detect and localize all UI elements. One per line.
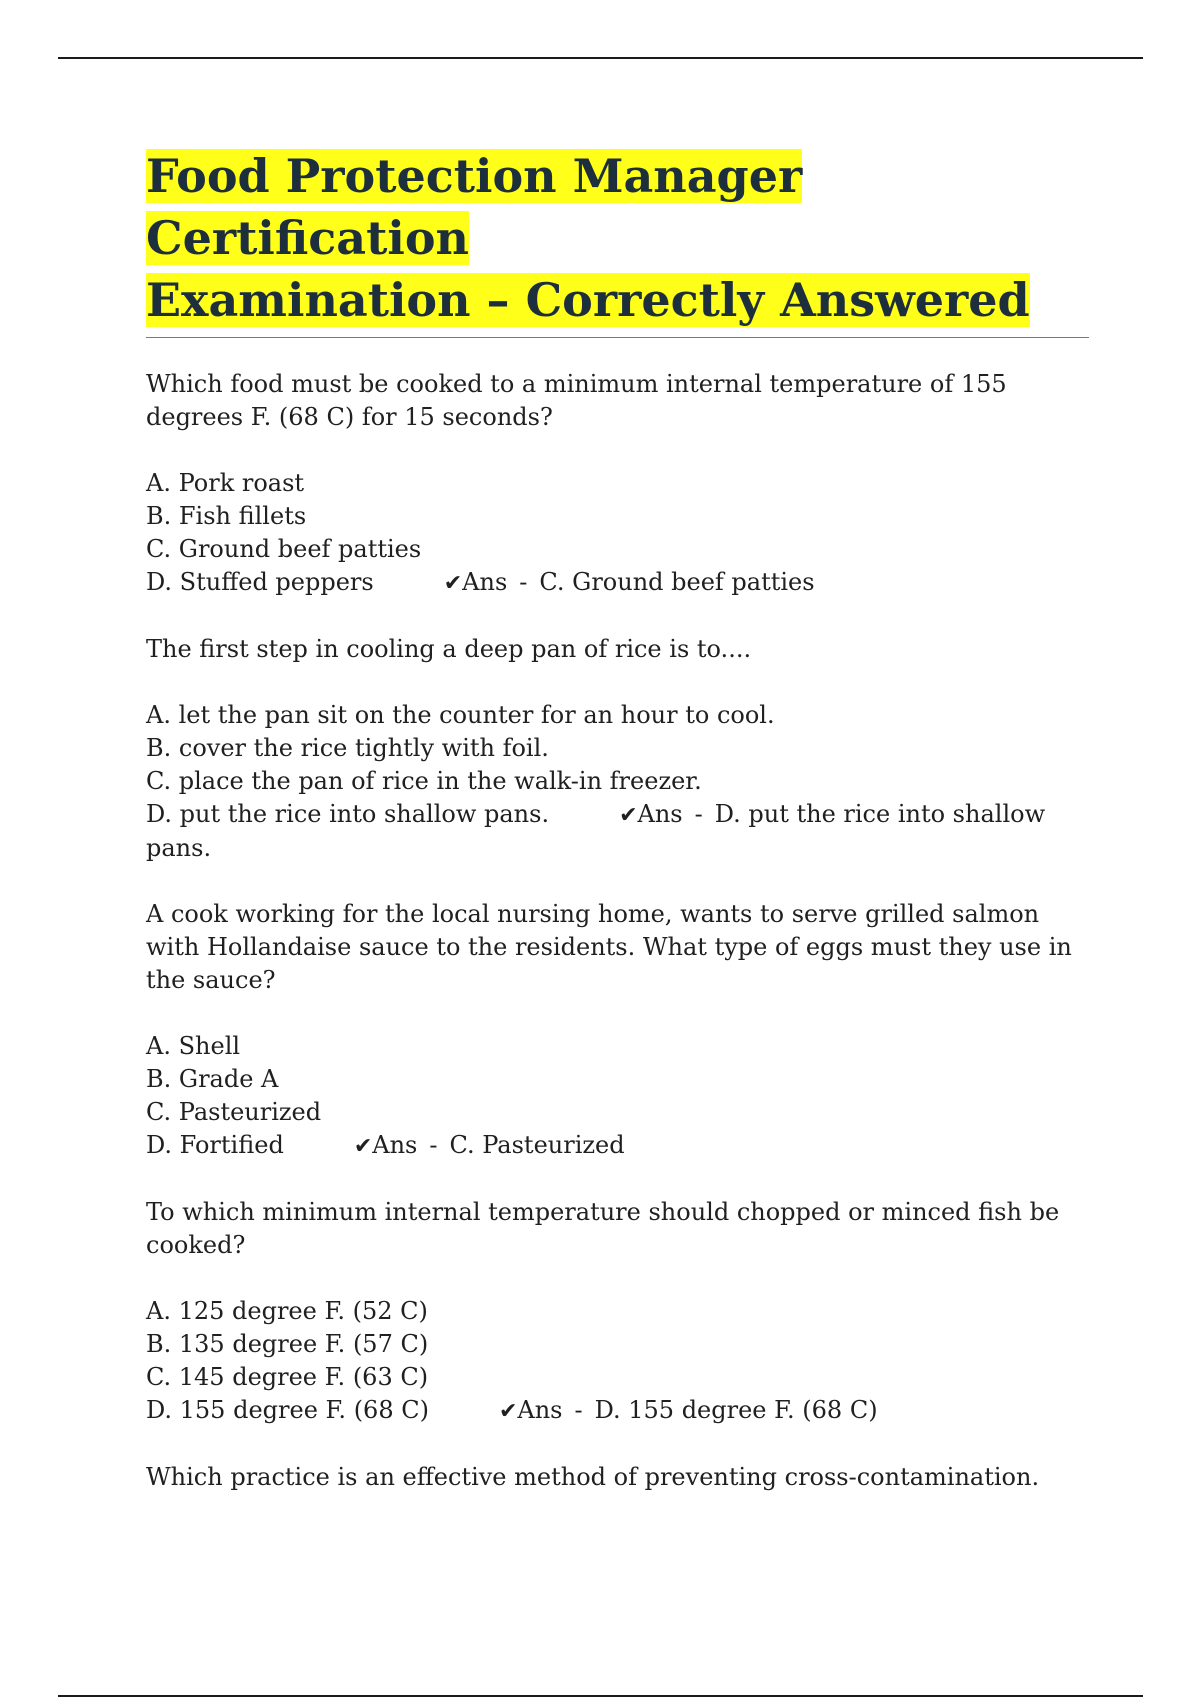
question-2-option-a: A. let the pan sit on the counter for an hour to cool.: [146, 701, 775, 729]
question-list: [146, 368, 1091, 1494]
question-2-answer: D. put the rice into shallow pans.: [146, 800, 1046, 862]
check-icon: ✔: [353, 1134, 373, 1159]
question-4-option-d: D. 155 degree F. (68 C): [146, 1396, 429, 1424]
document-body: [146, 145, 1091, 1527]
question-2-option-c: C. place the pan of rice in the walk-in freezer.: [146, 767, 702, 795]
question-3: [146, 898, 1091, 1163]
question-1-option-c: C. Ground beef patties: [146, 535, 422, 563]
question-4-option-b: B. 135 degree F. (57 C): [146, 1330, 429, 1358]
answer-label: Ans: [517, 1396, 563, 1424]
question-2-text: The first step in cooling a deep pan of rice is to....: [146, 635, 752, 663]
question-2: [146, 633, 1091, 865]
question-2-option-d: D. put the rice into shallow pans.: [146, 800, 550, 828]
question-4-option-a: A. 125 degree F. (52 C): [146, 1297, 428, 1325]
answer-label: Ans: [462, 568, 508, 596]
page-top-rule: [58, 57, 1143, 59]
check-icon: ✔: [498, 1399, 518, 1424]
question-3-option-d-row: [146, 1129, 1091, 1163]
question-4-text: To which minimum internal temperature should chopped or minced fish be cooked?: [146, 1198, 1060, 1259]
question-1-answer: C. Ground beef patties: [539, 568, 815, 596]
question-1-option-b: B. Fish fillets: [146, 502, 307, 530]
check-icon: ✔: [619, 803, 638, 828]
title-line-2: Examination – Correctly Answered: [146, 273, 1030, 327]
question-1-option-d-row: [146, 566, 1091, 600]
question-4-answer: D. 155 degree F. (68 C): [594, 1396, 878, 1424]
question-4: [146, 1196, 1091, 1428]
title-block: [146, 145, 1089, 338]
answer-dash: -: [694, 800, 703, 828]
question-5-text: Which practice is an effective method of preventing cross-contamination.: [146, 1463, 1040, 1491]
question-3-answer: C. Pasteurized: [449, 1131, 625, 1159]
question-3-option-b: B. Grade A: [146, 1065, 279, 1093]
question-3-option-d: D. Fortified: [146, 1131, 284, 1159]
question-4-option-c: C. 145 degree F. (63 C): [146, 1363, 429, 1391]
page-bottom-rule: [58, 1695, 1143, 1697]
question-2-option-b: B. cover the rice tightly with foil.: [146, 734, 549, 762]
question-1-option-a: A. Pork roast: [146, 469, 305, 497]
question-1-text: Which food must be cooked to a minimum internal temperature of 155 degrees F. (68 C) for 15 seconds?: [146, 370, 1007, 431]
check-icon: ✔: [443, 571, 463, 596]
question-3-option-a: A. Shell: [146, 1032, 241, 1060]
question-1-option-d: D. Stuffed peppers: [146, 568, 374, 596]
answer-label: Ans: [637, 800, 683, 828]
answer-dash: -: [519, 568, 528, 596]
answer-dash: -: [429, 1131, 438, 1159]
question-3-text: A cook working for the local nursing home, wants to serve grilled salmon with Hollandaise sauce to the residents. What type of eggs must they use in the sauce?: [146, 900, 1072, 994]
question-4-option-d-row: [146, 1394, 1091, 1428]
title-line-1: Food Protection Manager Certification: [146, 149, 803, 265]
page-title: [146, 145, 1089, 331]
question-5: [146, 1461, 1091, 1494]
question-1: [146, 368, 1091, 600]
answer-label: Ans: [372, 1131, 418, 1159]
answer-dash: -: [574, 1396, 583, 1424]
question-3-option-c: C. Pasteurized: [146, 1098, 322, 1126]
question-2-option-d-row: [146, 798, 1091, 865]
